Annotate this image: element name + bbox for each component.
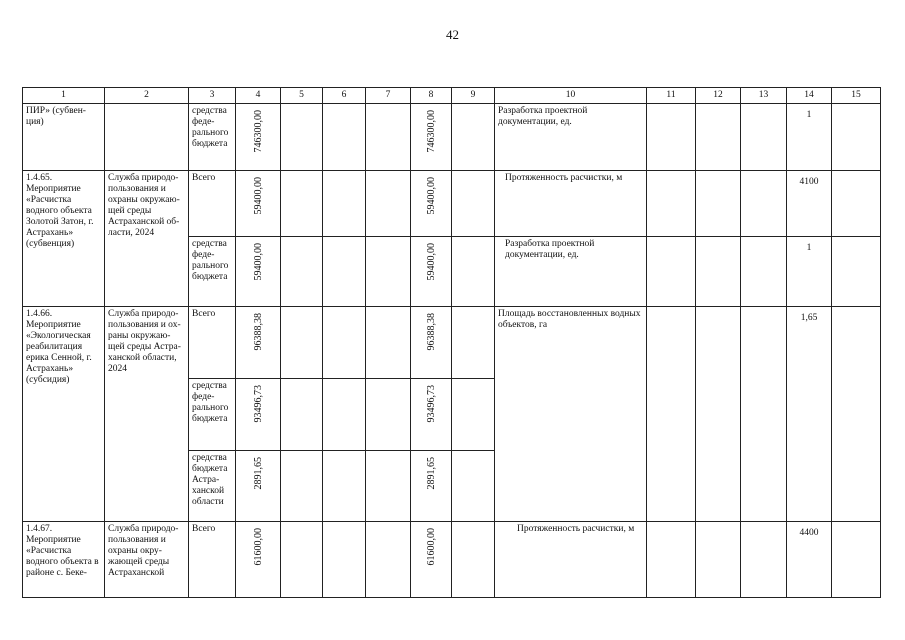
amount-year-cell [411,451,452,522]
column-header: 2 [105,88,189,104]
empty-cell [647,171,696,237]
empty-cell [452,237,495,307]
amount-total-value: 93496,73 [252,385,264,423]
funding-source-text: средства бюджета Астра-ханской области [192,453,228,507]
amount-total-cell [236,307,281,379]
amount-total-value: 96388,38 [252,313,264,351]
empty-cell [366,379,411,451]
empty-cell [696,307,741,522]
column-header: 7 [366,88,411,104]
empty-cell [696,171,741,237]
indicator-cell [495,522,647,598]
indicator-text: Разработка проектной документации, ед. [505,239,595,260]
empty-cell [832,307,881,522]
empty-cell [832,522,881,598]
funding-source-text: Всего [192,524,216,534]
target-value: 4100 [799,177,819,187]
funding-source-cell [189,522,236,598]
empty-cell [366,237,411,307]
column-header: 8 [411,88,452,104]
amount-year-cell [411,522,452,598]
amount-total-value: 59400,00 [252,243,264,281]
funding-source-cell [189,237,236,307]
empty-cell [741,171,787,237]
empty-cell [741,104,787,171]
funding-source-text: средства феде-рального бюджета [192,381,229,424]
empty-cell [323,379,366,451]
amount-year-value: 2891,65 [425,457,437,490]
empty-cell [281,104,323,171]
empty-cell [696,104,741,171]
measure-text: 1.4.65. Мероприятие «Расчистка водного объекта Золотой Затон, г. Астрахань» (субвенция) [26,173,94,249]
indicator-text: Протяженность расчистки, м [517,524,635,534]
measure-cell [23,522,105,598]
funding-source-cell [189,379,236,451]
empty-cell [647,237,696,307]
target-value-cell [787,237,832,307]
amount-year-cell [411,307,452,379]
funding-source-text: средства феде-рального бюджета [192,106,229,149]
empty-cell [281,451,323,522]
empty-cell [696,522,741,598]
column-header: 12 [696,88,741,104]
target-value: 1 [806,110,812,120]
funding-source-text: Всего [192,309,216,319]
measure-text: 1.4.66. Мероприятие «Экологическая реабилитация ерика Сенной, г. Астрахань» (субсидия) [26,309,92,385]
amount-year-cell [411,237,452,307]
column-header: 4 [236,88,281,104]
amount-total-value: 59400,00 [252,177,264,215]
empty-cell [741,237,787,307]
executor-cell [105,171,189,307]
empty-cell [832,104,881,171]
empty-cell [741,522,787,598]
empty-cell [452,104,495,171]
amount-total-cell [236,451,281,522]
indicator-text: Протяженность расчистки, м [505,173,623,183]
column-header: 9 [452,88,495,104]
executor-text: Служба природо-пользования и охраны окру-жающей среды Астраханской [108,524,179,578]
column-header: 6 [323,88,366,104]
amount-year-value: 59400,00 [425,177,437,215]
measure-cell [23,171,105,307]
page-number: 42 [446,27,459,42]
amount-year-value: 61600,00 [425,528,437,566]
empty-cell [323,451,366,522]
target-value-cell [787,104,832,171]
amount-total-value: 746300,00 [252,110,264,153]
empty-cell [832,237,881,307]
empty-cell [366,171,411,237]
empty-cell [281,307,323,379]
column-header: 5 [281,88,323,104]
indicator-cell [495,237,647,307]
empty-cell [281,171,323,237]
column-header: 13 [741,88,787,104]
empty-cell [452,522,495,598]
target-value: 4400 [799,528,819,538]
empty-cell [366,104,411,171]
executor-cell [105,307,189,522]
empty-cell [323,307,366,379]
indicator-text: Площадь восстановленных водных объектов, га [498,309,641,330]
empty-cell [366,522,411,598]
amount-total-cell [236,104,281,171]
empty-cell [281,522,323,598]
empty-cell [366,307,411,379]
empty-cell [323,171,366,237]
empty-cell [452,307,495,379]
indicator-text: Разработка проектной документации, ед. [498,106,588,127]
amount-year-value: 93496,73 [425,385,437,423]
executor-text: Служба природо-пользования и ох-раны окружаю-щей среды Астра-ханской области, 2024 [108,309,181,374]
funding-source-cell [189,307,236,379]
column-header: 1 [23,88,105,104]
empty-cell [281,237,323,307]
amount-year-cell [411,104,452,171]
column-header: 15 [832,88,881,104]
column-header: 11 [647,88,696,104]
target-value: 1,65 [800,313,818,323]
column-header: 3 [189,88,236,104]
empty-cell [366,451,411,522]
empty-cell [323,522,366,598]
amount-year-cell [411,379,452,451]
amount-total-cell [236,237,281,307]
empty-cell [323,237,366,307]
empty-cell [323,104,366,171]
empty-cell [832,171,881,237]
target-value-cell [787,307,832,522]
amount-total-cell [236,379,281,451]
amount-total-cell [236,171,281,237]
data-table [22,87,881,598]
measure-cell [23,104,105,171]
empty-cell [452,379,495,451]
executor-cell [105,104,189,171]
measure-text: ПИР» (субвен-ция) [26,106,86,127]
header-row [23,88,881,104]
target-value-cell [787,171,832,237]
measure-cell [23,307,105,522]
funding-source-text: Всего [192,173,216,183]
empty-cell [647,307,696,522]
target-value: 1 [806,243,812,253]
executor-cell [105,522,189,598]
funding-source-cell [189,451,236,522]
empty-cell [647,522,696,598]
column-header: 14 [787,88,832,104]
empty-cell [452,171,495,237]
table-row [23,171,881,237]
measure-text: 1.4.67. Мероприятие «Расчистка водного объекта в районе с. Беке- [26,524,99,578]
amount-total-cell [236,522,281,598]
empty-cell [647,104,696,171]
amount-year-value: 59400,00 [425,243,437,281]
indicator-cell [495,307,647,522]
empty-cell [696,237,741,307]
column-header: 10 [495,88,647,104]
executor-text: Служба природо-пользования и охраны окружаю-щей среды Астраханской об-ласти, 2024 [108,173,180,238]
funding-source-cell [189,104,236,171]
indicator-cell [495,171,647,237]
amount-year-value: 96388,38 [425,313,437,351]
amount-year-value: 746300,00 [425,110,437,153]
empty-cell [281,379,323,451]
empty-cell [741,307,787,522]
amount-total-value: 61600,00 [252,528,264,566]
funding-source-cell [189,171,236,237]
table-row [23,307,881,379]
indicator-cell [495,104,647,171]
amount-year-cell [411,171,452,237]
amount-total-value: 2891,65 [252,457,264,490]
empty-cell [452,451,495,522]
target-value-cell [787,522,832,598]
table-row [23,522,881,598]
funding-source-text: средства феде-рального бюджета [192,239,229,282]
table-row [23,104,881,171]
